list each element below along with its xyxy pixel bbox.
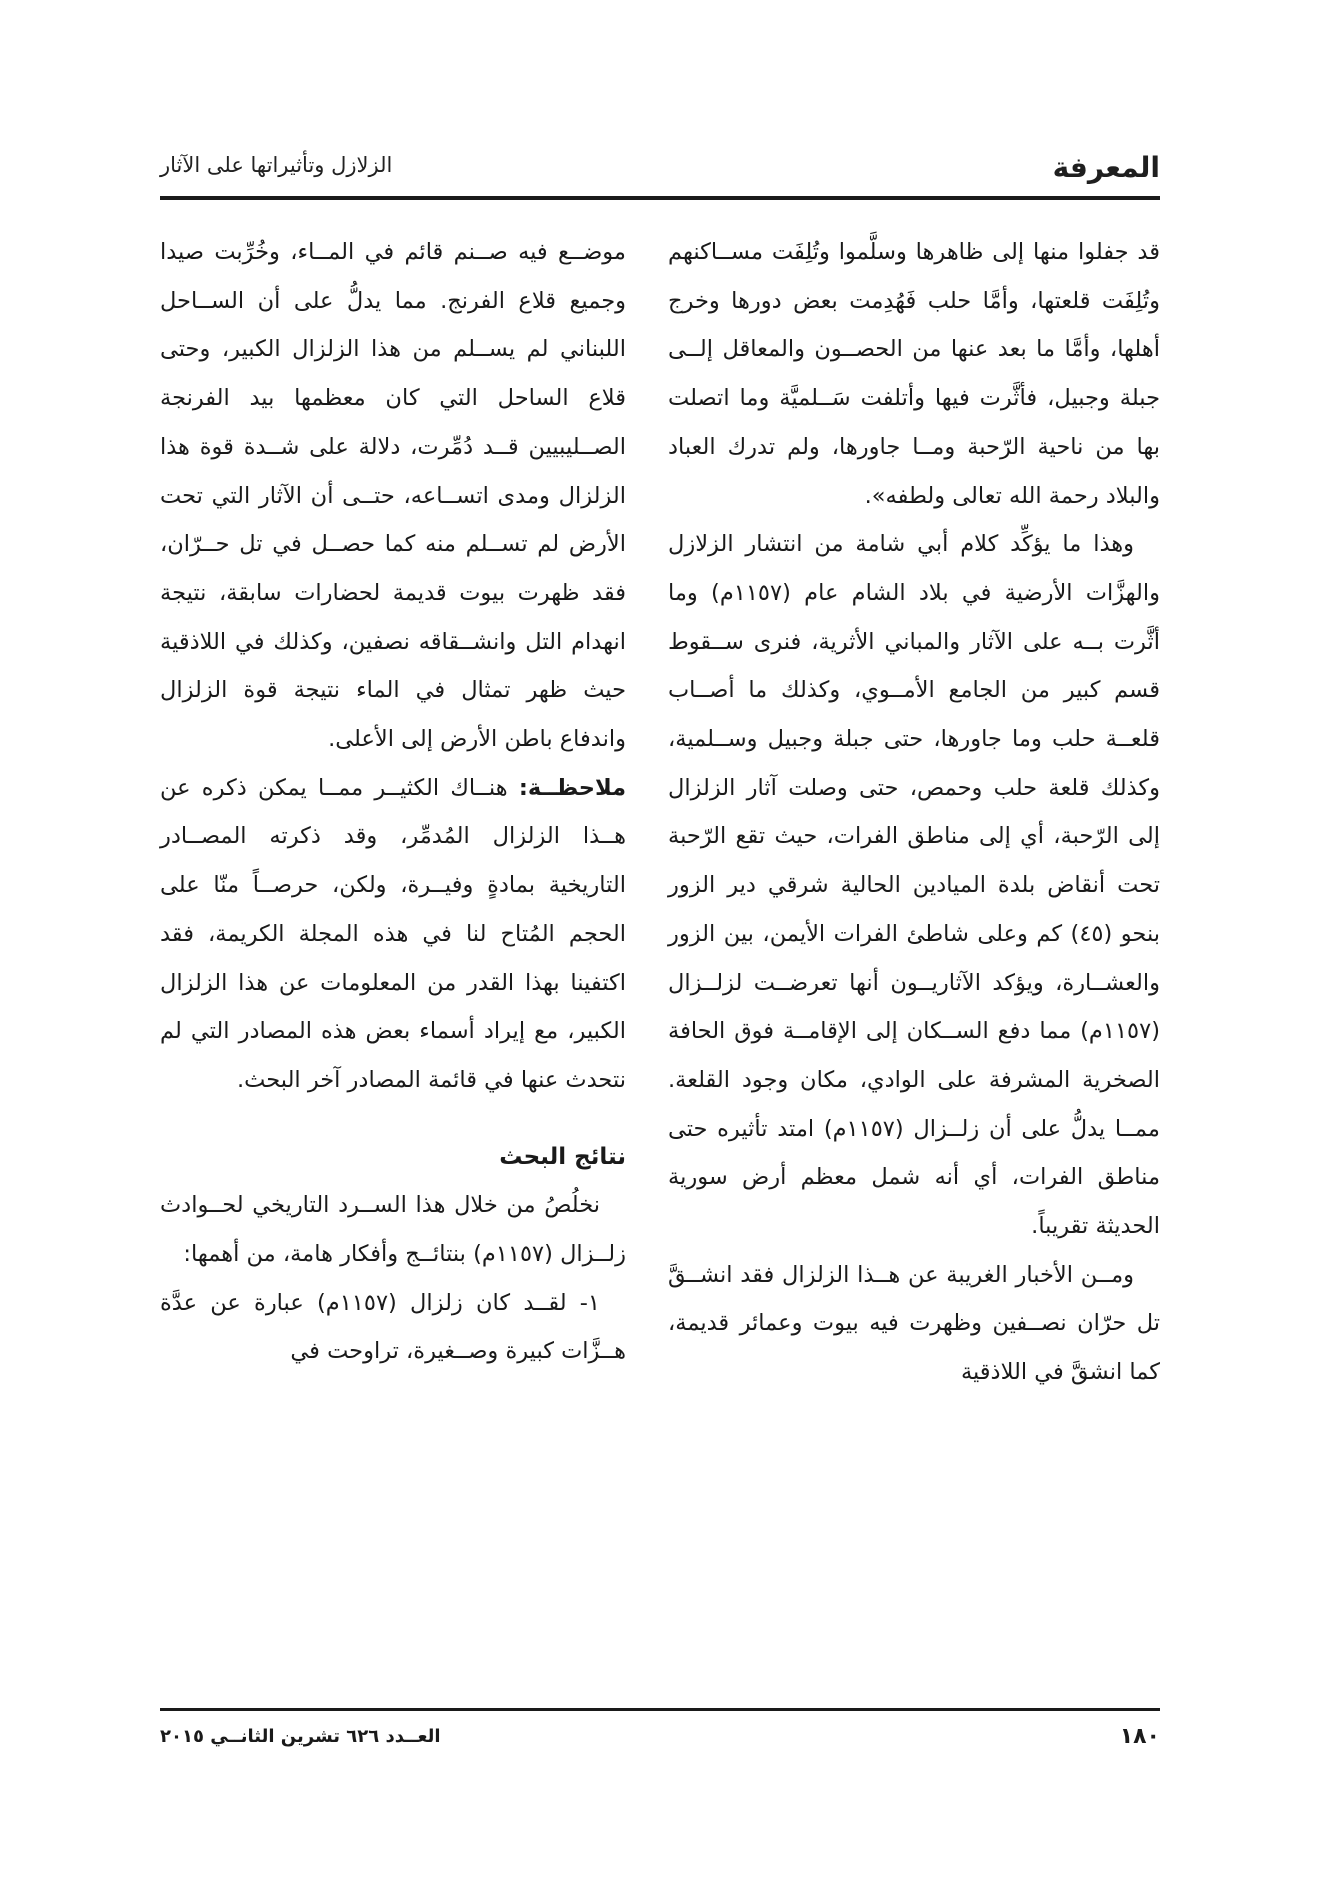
header-rule bbox=[160, 196, 1160, 200]
issue-info: العــدد ٦٢٦ تشرين الثانــي ٢٠١٥ bbox=[160, 1726, 441, 1747]
note-text: هنــاك الكثيــر ممــا يمكن ذكره عن هــذا الزلزال المُدمِّر، وقد ذكرته المصــادر التاريخية بمادةٍ وفيــرة، ولكن، حرصــاً منّا على الحجم المُتاح لنا في هذه المجلة الكريمة، فقد اكتفينا بهذا القدر من المعلومات عن هذا الزلزال الكبير، مع إيراد أسماء بعض هذه المصادر التي لم نتحدث عنها في قائمة المصادر آخر البحث. bbox=[160, 774, 626, 1093]
paragraph: ومــن الأخبار الغريبة عن هــذا الزلزال فقد انشــقَّ تل حرّان نصــفين وظهرت فيه بيوت وعمائر قديمة، كما انشقَّ في اللاذقية bbox=[668, 1261, 1160, 1386]
right-text-column bbox=[668, 228, 1160, 1397]
paragraph: نخلُصُ من خلال هذا الســرد التاريخي لحــوادث زلــزال (١١٥٧م) بنتائــج وأفكار هامة، من أهمها: bbox=[160, 1192, 626, 1268]
paragraph: قد جفلوا منها إلى ظاهرها وسلَّموا وتُلِفَت مســاكنهم وتُلِفَت قلعتها، وأمَّا حلب فَهُدِمت بعض دورها وخرج أهلها، وأمَّا ما بعد عنها من الحصــون والمعاقل إلــى جبلة وجبيل، فأثَّرت فيها وأتلفت سَــلميَّة وما اتصلت بها من ناحية الرّحبة ومــا جاورها، ولم تدرك العباد والبلاد رحمة الله تعالى ولطفه». bbox=[668, 239, 1160, 509]
page-header bbox=[160, 145, 1160, 195]
note-label: ملاحظــة: bbox=[518, 774, 626, 801]
note-paragraph bbox=[160, 764, 626, 1105]
section-heading: نتائج البحث bbox=[499, 1143, 626, 1170]
paragraph: موضــع فيه صــنم قائم في المــاء، وخُرِّبت صيدا وجميع قلاع الفرنج. مما يدلُّ على أن الســاحل اللبناني لم يســلم من هذا الزلزال الكبير، وحتى قلاع الساحل التي كان معظمها بيد الفرنجة الصــليبيين قــد دُمِّرت، دلالة على شــدة قوة هذا الزلزال ومدى اتســاعه، حتــى أن الآثار التي تحت الأرض لم تســلم منه كما حصــل في تل حــرّان، فقد ظهرت بيوت قديمة لحضارات سابقة، نتيجة انهدام التل وانشــقاقه نصفين، وكذلك في اللاذقية حيث ظهر تمثال في الماء نتيجة قوة الزلزال واندفاع باطن الأرض إلى الأعلى. bbox=[160, 239, 626, 753]
page-number: ١٨٠ bbox=[1119, 1724, 1160, 1749]
paragraph: وهذا ما يؤكِّد كلام أبي شامة من انتشار الزلازل والهزَّات الأرضية في بلاد الشام عام (١١٥٧م) وما أثَّرت بــه على الآثار والمباني الأثرية، فنرى ســقوط قسم كبير من الجامع الأمــوي، وكذلك ما أصــاب قلعــة حلب وما جاورها، حتى جبلة وجبيل وســلمية، وكذلك قلعة حلب وحمص، حتى وصلت آثار الزلزال إلى الرّحبة، أي إلى مناطق الفرات، حيث تقع الرّحبة تحت أنقاض بلدة الميادين الحالية شرقي دير الزور بنحو (٤٥) كم وعلى شاطئ الفرات الأيمن، بين الزور والعشــارة، ويؤكد الآثاريــون أنها تعرضــت لزلــزال (١١٥٧م) مما دفع الســكان إلى الإقامــة فوق الحافة الصخرية المشرفة على الوادي، مكان وجود القلعة. ممــا يدلُّ على أن زلــزال (١١٥٧م) امتد تأثيره حتى مناطق الفرات، أي أنه شمل معظم أرض سورية الحديثة تقريباً. bbox=[668, 531, 1160, 1240]
list-item: ١- لقــد كان زلزال (١١٥٧م) عبارة عن عدَّة هــزَّات كبيرة وصــغيرة، تراوحت في bbox=[160, 1289, 626, 1365]
page-footer bbox=[160, 1724, 1160, 1764]
footer-rule bbox=[160, 1708, 1160, 1711]
magazine-logo: المعرفة bbox=[1052, 151, 1160, 184]
left-text-column bbox=[160, 228, 626, 1376]
running-title: الزلازل وتأثيراتها على الآثار bbox=[160, 153, 393, 177]
